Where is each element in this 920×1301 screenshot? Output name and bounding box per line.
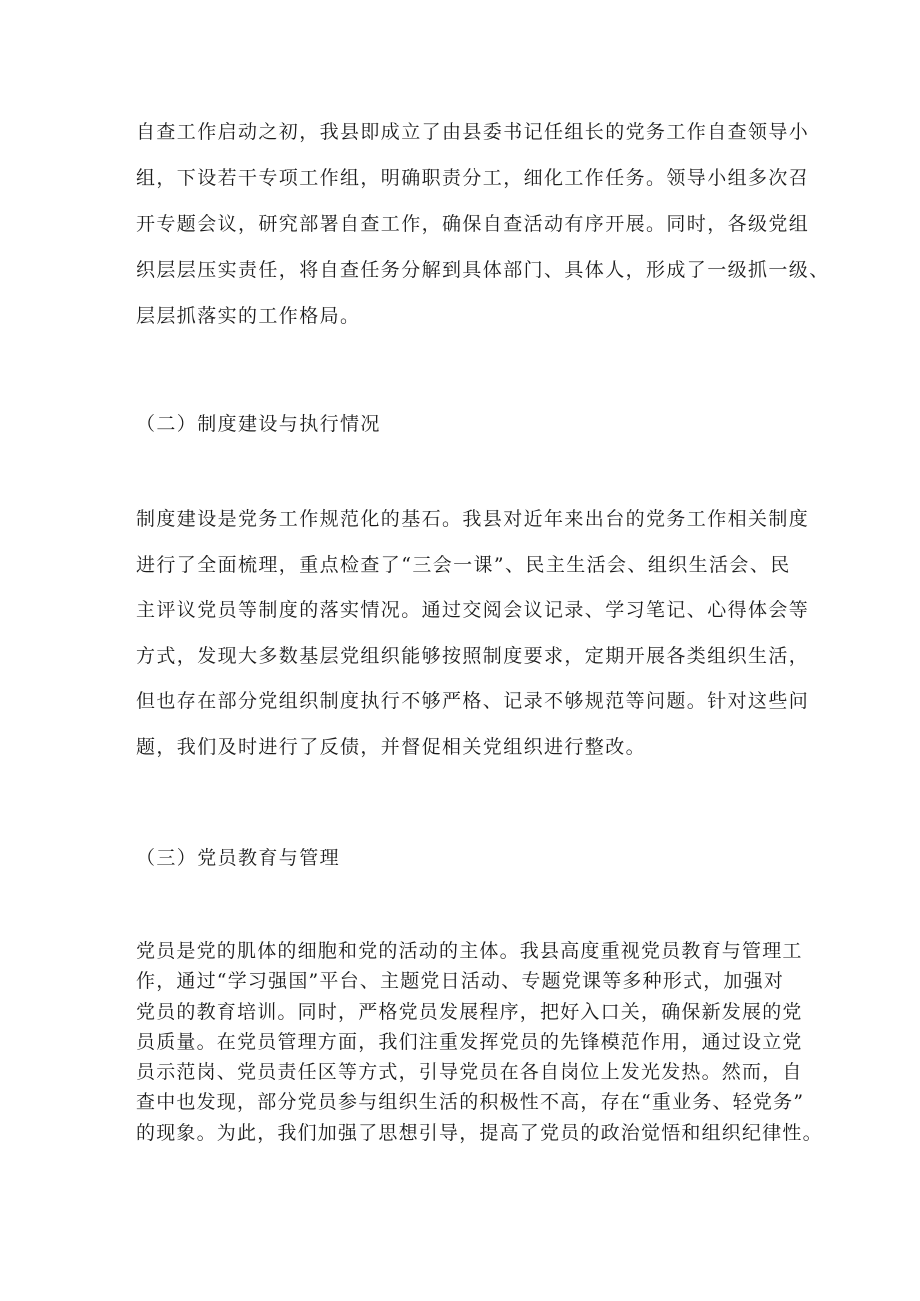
text-line: 党员的教育培训。同时，严格党员发展程序，把好入口关，确保新发展的党 (136, 1000, 803, 1023)
section-heading-system-building: （二）制度建设与执行情况 (136, 413, 381, 435)
text-line: 党员是党的肌体的细胞和党的活动的主体。我县高度重视党员教育与管理工 (136, 940, 803, 962)
text-line: 但也存在部分党组织制度执行不够严格、记录不够规范等问题。针对这些问 (136, 690, 810, 712)
text-line: 进行了全面梳理，重点检查了“三会一课”、民主生活会、组织生活会、民 (136, 553, 791, 576)
section-heading-member-education: （三）党员教育与管理 (136, 847, 341, 869)
text-line: 织层层压实责任，将自查任务分解到具体部门、具体人，形成了一级抓一级、 (136, 259, 830, 281)
text-line: 的现象。为此，我们加强了思想引导，提高了党员的政治觉悟和组织纪律性。 (136, 1121, 823, 1144)
paragraph-system-building (136, 497, 810, 770)
paragraph-member-education (136, 936, 823, 1148)
text-line: 作，通过“学习强国”平台、主题党日活动、专题党课等多种形式，加强对 (136, 970, 785, 993)
text-line: 组，下设若干专项工作组，明确职责分工，细化工作任务。领导小组多次召 (136, 167, 810, 189)
text-line: 方式，发现大多数基层党组织能够按照制度要求，定期开展各类组织生活， (136, 644, 810, 667)
text-line: 题，我们及时进行了反债，并督促相关党组织进行整改。 (136, 735, 647, 758)
text-line: 查中也发现，部分党员参与组织生活的积极性不高，存在“重业务、轻党务” (136, 1091, 805, 1114)
text-line: 自查工作启动之初，我县即成立了由县委书记任组长的党务工作自查领导小 (136, 121, 810, 143)
paragraph-self-check-start (136, 109, 830, 339)
text-line: 员示范岗、党员责任区等方式，引导党员在各自岗位上发光发热。然而，自 (136, 1061, 803, 1084)
text-line: 层层抓落实的工作格局。 (136, 305, 361, 327)
text-line: 员质量。在党员管理方面，我们注重发挥党员的先锋模范作用，通过设立党 (136, 1030, 803, 1053)
text-line: 制度建设是党务工作规范化的基石。我县对近年来出台的党务工作相关制度 (136, 508, 810, 530)
text-line: 主评议党员等制度的落实情况。通过交阅会议记录、学习笔记、心得体会等 (136, 599, 810, 621)
text-line: 开专题会议，研究部署自查工作，确保自查活动有序开展。同时，各级党组 (136, 213, 810, 235)
